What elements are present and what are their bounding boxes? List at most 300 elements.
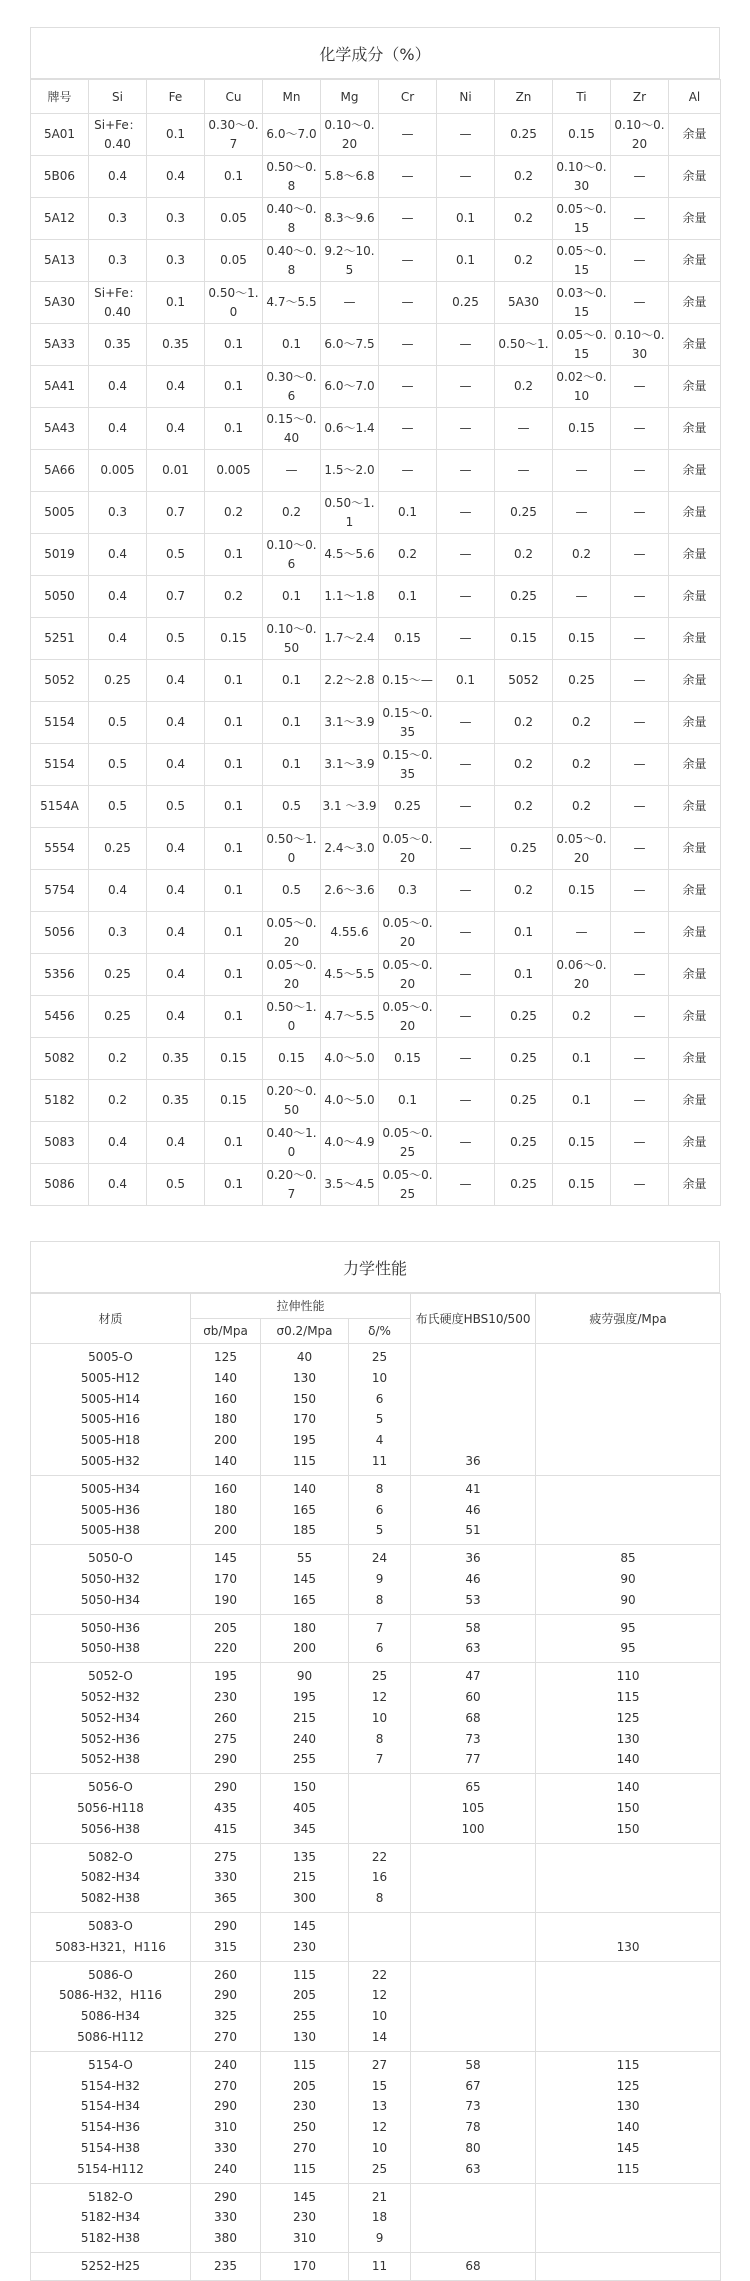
cell-line: 5082-H34 bbox=[80, 1870, 141, 1885]
cell-line: 41 bbox=[465, 1481, 481, 1496]
composition-cell: 0.10～0.30 bbox=[611, 324, 669, 366]
composition-cell: 0.15 bbox=[205, 1038, 263, 1080]
cell-line: 21 bbox=[371, 2189, 388, 2204]
cell-line: 290 bbox=[214, 1918, 237, 1933]
cell-line: 5154-H36 bbox=[80, 2120, 141, 2135]
composition-cell: 0.5 bbox=[89, 744, 147, 786]
cell-line: 290 bbox=[214, 1988, 237, 2003]
cell-line: 40 bbox=[296, 1350, 313, 1364]
composition-cell: — bbox=[611, 1164, 669, 1206]
composition-cell: 0.15～0.35 bbox=[379, 702, 437, 744]
cell-line bbox=[411, 1389, 535, 1410]
cell-line: 290 bbox=[214, 2189, 237, 2204]
cell-line: 205 bbox=[214, 1620, 237, 1635]
composition-cell: 0.20～0.7 bbox=[263, 1164, 321, 1206]
composition-cell: 0.35 bbox=[147, 1080, 205, 1122]
composition-cell: 0.1 bbox=[205, 996, 263, 1038]
table-row bbox=[31, 1122, 721, 1164]
cell-line bbox=[536, 2187, 720, 2208]
cell-line: 58 bbox=[465, 2057, 481, 2072]
cell-line: 5 bbox=[375, 1412, 384, 1427]
hardness-cell bbox=[411, 1961, 536, 2051]
composition-cell: 0.2 bbox=[495, 870, 553, 912]
grade-cell: 5154 bbox=[31, 702, 89, 744]
composition-cell: 4.7～5.5 bbox=[321, 996, 379, 1038]
composition-cell: 0.005 bbox=[205, 450, 263, 492]
composition-cell: 0.2 bbox=[553, 702, 611, 744]
composition-cell: — bbox=[611, 282, 669, 324]
composition-cell: 0.1 bbox=[205, 156, 263, 198]
cell-line: 315 bbox=[214, 1939, 237, 1954]
composition-cell: — bbox=[437, 996, 495, 1038]
cell-line: 140 bbox=[616, 2120, 640, 2135]
cell-line: 195 bbox=[293, 1433, 316, 1448]
sigma-02-cell bbox=[261, 1663, 349, 1774]
composition-cell: — bbox=[379, 240, 437, 282]
composition-cell: 0.05～0.20 bbox=[263, 954, 321, 996]
composition-cell: — bbox=[553, 576, 611, 618]
grade-cell: 5154A bbox=[31, 786, 89, 828]
composition-cell: 0.2 bbox=[379, 534, 437, 576]
chemical-header-cell: Mg bbox=[321, 80, 379, 114]
composition-cell: 0.15 bbox=[553, 870, 611, 912]
cell-line: 15 bbox=[371, 2078, 388, 2093]
elongation-cell bbox=[349, 1344, 411, 1476]
composition-cell: — bbox=[611, 954, 669, 996]
cell-line: 435 bbox=[214, 1800, 237, 1815]
fatigue-cell bbox=[536, 1663, 721, 1774]
cell-line: 135 bbox=[293, 1849, 316, 1864]
composition-cell: 5A30 bbox=[495, 282, 553, 324]
grade-cell: 5A30 bbox=[31, 282, 89, 324]
composition-cell: 余量 bbox=[669, 366, 721, 408]
grade-cell: 5182 bbox=[31, 1080, 89, 1122]
fatigue-cell bbox=[536, 1774, 721, 1843]
composition-cell: 4.0～5.0 bbox=[321, 1080, 379, 1122]
cell-line: 180 bbox=[214, 1502, 237, 1517]
composition-cell: 余量 bbox=[669, 618, 721, 660]
cell-line: 5182-H38 bbox=[80, 2231, 141, 2246]
cell-line: 270 bbox=[293, 2140, 316, 2155]
composition-cell: 0.3 bbox=[89, 492, 147, 534]
composition-cell: 2.6～3.6 bbox=[321, 870, 379, 912]
cell-line: 5086-H32，H116 bbox=[58, 1988, 163, 2003]
composition-cell: 0.1 bbox=[147, 282, 205, 324]
cell-line bbox=[411, 2228, 535, 2249]
header-sigma-02: σ0.2/Mpa bbox=[261, 1319, 349, 1344]
sigma-02-cell bbox=[261, 1774, 349, 1843]
cell-line bbox=[411, 2207, 535, 2228]
composition-cell: 0.15 bbox=[379, 618, 437, 660]
cell-line: 145 bbox=[616, 2140, 640, 2155]
cell-line: 140 bbox=[214, 1370, 237, 1385]
cell-line: 22 bbox=[371, 1967, 388, 1982]
cell-line: 90 bbox=[296, 1669, 313, 1684]
composition-cell: 0.2 bbox=[495, 240, 553, 282]
composition-cell: 0.25 bbox=[495, 1038, 553, 1080]
composition-cell: 3.1～3.9 bbox=[321, 744, 379, 786]
cell-line: 5005-H18 bbox=[80, 1433, 141, 1448]
composition-cell: — bbox=[611, 618, 669, 660]
cell-line: 5005-H12 bbox=[80, 1370, 141, 1385]
table-row bbox=[31, 1344, 721, 1476]
composition-cell: — bbox=[437, 870, 495, 912]
cell-line bbox=[536, 2228, 720, 2249]
composition-cell: 0.1 bbox=[437, 240, 495, 282]
cell-line: 185 bbox=[293, 1523, 316, 1538]
composition-cell: 0.25 bbox=[495, 996, 553, 1038]
cell-line: 115 bbox=[293, 1453, 316, 1468]
composition-cell: 0.1 bbox=[379, 492, 437, 534]
cell-line: 165 bbox=[293, 1592, 316, 1607]
cell-line bbox=[411, 1916, 535, 1937]
table-row bbox=[31, 366, 721, 408]
cell-line: 5005-H36 bbox=[80, 1502, 141, 1517]
material-cell bbox=[31, 1545, 191, 1614]
cell-line: 150 bbox=[616, 1800, 640, 1815]
cell-line: 145 bbox=[293, 2189, 316, 2204]
composition-cell: 0.5 bbox=[263, 786, 321, 828]
grade-cell: 5251 bbox=[31, 618, 89, 660]
composition-cell: 0.05～0.20 bbox=[379, 954, 437, 996]
cell-line: 380 bbox=[214, 2231, 237, 2246]
sigma-b-cell bbox=[191, 2051, 261, 2183]
composition-cell: 0.05～0.20 bbox=[553, 828, 611, 870]
composition-cell: 0.4 bbox=[147, 1122, 205, 1164]
table-row bbox=[31, 1961, 721, 2051]
table-row bbox=[31, 1912, 721, 1961]
composition-cell: 0.4 bbox=[89, 1164, 147, 1206]
composition-cell: 0.05～0.20 bbox=[379, 828, 437, 870]
cell-line: 14 bbox=[371, 2029, 388, 2044]
composition-cell: 0.35 bbox=[147, 324, 205, 366]
cell-line: 5005-O bbox=[88, 1350, 133, 1364]
composition-cell: 0.4 bbox=[89, 408, 147, 450]
composition-cell: 0.1 bbox=[263, 702, 321, 744]
fatigue-cell bbox=[536, 1475, 721, 1544]
hardness-cell bbox=[411, 2051, 536, 2183]
composition-cell: 余量 bbox=[669, 240, 721, 282]
composition-cell: 0.1 bbox=[205, 534, 263, 576]
composition-cell: — bbox=[611, 702, 669, 744]
cell-line: 270 bbox=[214, 2029, 237, 2044]
sigma-b-cell bbox=[191, 1545, 261, 1614]
elongation-cell bbox=[349, 1774, 411, 1843]
sigma-02-cell bbox=[261, 1344, 349, 1476]
composition-cell: 3.5～4.5 bbox=[321, 1164, 379, 1206]
cell-line bbox=[349, 1916, 410, 1937]
composition-cell: 0.05～0.25 bbox=[379, 1164, 437, 1206]
composition-cell: 0.35 bbox=[89, 324, 147, 366]
chemical-composition-table bbox=[30, 79, 721, 1206]
elongation-cell bbox=[349, 1663, 411, 1774]
composition-cell: 0.30～0.6 bbox=[263, 366, 321, 408]
grade-cell: 5082 bbox=[31, 1038, 89, 1080]
cell-line bbox=[411, 1847, 535, 1868]
table-row bbox=[31, 954, 721, 996]
table-row bbox=[31, 1774, 721, 1843]
header-tensile: 拉伸性能 bbox=[191, 1294, 411, 1319]
hardness-cell bbox=[411, 2252, 536, 2280]
chemical-header-cell: Ni bbox=[437, 80, 495, 114]
cell-line bbox=[349, 1798, 410, 1819]
composition-cell: 0.40～0.8 bbox=[263, 240, 321, 282]
cell-line: 53 bbox=[465, 1592, 481, 1607]
cell-line: 25 bbox=[371, 1669, 388, 1684]
composition-cell: 余量 bbox=[669, 156, 721, 198]
table-row bbox=[31, 450, 721, 492]
composition-cell: 0.2 bbox=[205, 492, 263, 534]
composition-cell: 余量 bbox=[669, 492, 721, 534]
chemical-header-cell: 牌号 bbox=[31, 80, 89, 114]
fatigue-cell bbox=[536, 1344, 721, 1476]
table-row bbox=[31, 1475, 721, 1544]
composition-cell: 0.5 bbox=[89, 702, 147, 744]
composition-cell: 0.2 bbox=[495, 744, 553, 786]
composition-cell: 0.05～0.20 bbox=[379, 912, 437, 954]
composition-cell: 余量 bbox=[669, 870, 721, 912]
composition-cell: — bbox=[379, 198, 437, 240]
cell-line: 160 bbox=[214, 1481, 237, 1496]
mechanical-properties-panel bbox=[30, 1241, 720, 2273]
cell-line: 10 bbox=[371, 1370, 388, 1385]
composition-cell: 余量 bbox=[669, 996, 721, 1038]
composition-cell: 余量 bbox=[669, 660, 721, 702]
composition-cell: 0.4 bbox=[89, 366, 147, 408]
cell-line: 60 bbox=[465, 1689, 481, 1704]
chemical-header-row bbox=[31, 80, 721, 114]
cell-line bbox=[536, 2256, 720, 2277]
composition-cell: — bbox=[379, 114, 437, 156]
composition-cell: 0.10～0.20 bbox=[321, 114, 379, 156]
cell-line: 220 bbox=[214, 1641, 237, 1656]
composition-cell: 0.25 bbox=[89, 996, 147, 1038]
cell-line: 5154-H112 bbox=[77, 2161, 144, 2176]
cell-line: 290 bbox=[214, 1780, 237, 1795]
cell-line: 25 bbox=[371, 1350, 388, 1364]
composition-cell: 0.1 bbox=[205, 366, 263, 408]
cell-line: 255 bbox=[293, 2009, 316, 2024]
composition-cell: 4.5～5.6 bbox=[321, 534, 379, 576]
composition-cell: 0.1 bbox=[205, 1122, 263, 1164]
hardness-cell bbox=[411, 1843, 536, 1912]
cell-line: 310 bbox=[214, 2120, 237, 2135]
sigma-b-cell bbox=[191, 1663, 261, 1774]
cell-line bbox=[411, 1937, 535, 1958]
cell-line: 310 bbox=[293, 2231, 316, 2246]
composition-cell: 余量 bbox=[669, 1122, 721, 1164]
material-cell bbox=[31, 2252, 191, 2280]
grade-cell: 5356 bbox=[31, 954, 89, 996]
cell-line: 235 bbox=[214, 2258, 237, 2273]
cell-line: 170 bbox=[293, 1412, 316, 1427]
material-cell bbox=[31, 1475, 191, 1544]
composition-cell: — bbox=[437, 1122, 495, 1164]
cell-line: 130 bbox=[293, 1370, 316, 1385]
composition-cell: — bbox=[379, 156, 437, 198]
composition-cell: — bbox=[437, 1038, 495, 1080]
composition-cell: 0.5 bbox=[147, 1164, 205, 1206]
cell-line: 240 bbox=[293, 1731, 316, 1746]
composition-cell: — bbox=[379, 450, 437, 492]
composition-cell: 0.25 bbox=[495, 1122, 553, 1164]
elongation-cell bbox=[349, 1545, 411, 1614]
composition-cell: — bbox=[437, 828, 495, 870]
cell-line: 5086-H112 bbox=[77, 2029, 144, 2044]
composition-cell: 1.1～1.8 bbox=[321, 576, 379, 618]
cell-line: 25 bbox=[371, 2161, 388, 2176]
cell-line: 110 bbox=[616, 1669, 640, 1684]
composition-cell: 4.0～5.0 bbox=[321, 1038, 379, 1080]
cell-line: 115 bbox=[293, 2057, 316, 2072]
composition-cell: 0.05 bbox=[205, 240, 263, 282]
table-row bbox=[31, 240, 721, 282]
cell-line: 140 bbox=[616, 1752, 640, 1767]
cell-line bbox=[536, 1867, 720, 1888]
cell-line bbox=[411, 1965, 535, 1986]
composition-cell: — bbox=[437, 114, 495, 156]
composition-cell: Si+Fe：0.40 bbox=[89, 114, 147, 156]
table-row bbox=[31, 828, 721, 870]
cell-line: 16 bbox=[371, 1870, 388, 1885]
cell-line: 68 bbox=[465, 2258, 481, 2273]
table-row bbox=[31, 492, 721, 534]
composition-cell: 0.30～0.7 bbox=[205, 114, 263, 156]
composition-cell: 0.1 bbox=[205, 870, 263, 912]
composition-cell: — bbox=[437, 702, 495, 744]
header-fatigue: 疲劳强度/Mpa bbox=[536, 1294, 721, 1344]
cell-line: 140 bbox=[293, 1481, 316, 1496]
cell-line: 205 bbox=[293, 1988, 316, 2003]
cell-line: 200 bbox=[214, 1523, 237, 1538]
cell-line: 73 bbox=[465, 2099, 481, 2114]
cell-line: 5052-H38 bbox=[80, 1752, 141, 1767]
composition-cell: 1.7～2.4 bbox=[321, 618, 379, 660]
cell-line: 5052-H32 bbox=[80, 1689, 141, 1704]
composition-cell: 0.50～1. bbox=[495, 324, 553, 366]
composition-cell: — bbox=[437, 366, 495, 408]
sigma-02-cell bbox=[261, 1614, 349, 1663]
composition-cell: — bbox=[611, 1038, 669, 1080]
fatigue-cell bbox=[536, 1545, 721, 1614]
composition-cell: 0.4 bbox=[147, 828, 205, 870]
cell-line bbox=[411, 1985, 535, 2006]
cell-line bbox=[411, 2027, 535, 2048]
cell-line: 47 bbox=[465, 1669, 481, 1684]
composition-cell: — bbox=[379, 408, 437, 450]
cell-line: 5005-H38 bbox=[80, 1523, 141, 1538]
sigma-02-cell bbox=[261, 2051, 349, 2183]
composition-cell: — bbox=[611, 366, 669, 408]
material-cell bbox=[31, 1774, 191, 1843]
fatigue-cell bbox=[536, 1961, 721, 2051]
composition-cell: 0.1 bbox=[205, 408, 263, 450]
cell-line: 51 bbox=[465, 1523, 481, 1538]
cell-line: 330 bbox=[214, 2210, 237, 2225]
hardness-cell bbox=[411, 1774, 536, 1843]
sigma-b-cell bbox=[191, 1961, 261, 2051]
composition-cell: 0.4 bbox=[147, 996, 205, 1038]
table-row bbox=[31, 198, 721, 240]
table-row bbox=[31, 1080, 721, 1122]
chemical-composition-title: 化学成分（%） bbox=[30, 27, 720, 79]
composition-cell: 0.2 bbox=[495, 534, 553, 576]
cell-line: 55 bbox=[296, 1551, 313, 1566]
composition-cell: 0.4 bbox=[89, 1122, 147, 1164]
cell-line: 5052-O bbox=[88, 1669, 133, 1684]
cell-line: 290 bbox=[214, 2099, 237, 2114]
elongation-cell bbox=[349, 2252, 411, 2280]
chemical-header-cell: Zr bbox=[611, 80, 669, 114]
composition-cell: — bbox=[611, 156, 669, 198]
cell-line: 8 bbox=[375, 1481, 384, 1496]
cell-line: 260 bbox=[214, 1710, 237, 1725]
hardness-cell bbox=[411, 1344, 536, 1476]
composition-cell: 0.35 bbox=[147, 1038, 205, 1080]
composition-cell: 0.25 bbox=[495, 1080, 553, 1122]
cell-line: 140 bbox=[214, 1453, 237, 1468]
composition-cell: 0.10～0.30 bbox=[553, 156, 611, 198]
table-row bbox=[31, 2252, 721, 2280]
composition-cell: 0.4 bbox=[89, 576, 147, 618]
grade-cell: 5056 bbox=[31, 912, 89, 954]
cell-line: 63 bbox=[465, 1641, 481, 1656]
cell-line: 5182-H34 bbox=[80, 2210, 141, 2225]
composition-cell: 2.2～2.8 bbox=[321, 660, 379, 702]
composition-cell: 0.1 bbox=[263, 576, 321, 618]
cell-line: 65 bbox=[465, 1780, 481, 1795]
composition-cell: 0.005 bbox=[89, 450, 147, 492]
composition-cell: 0.7 bbox=[147, 492, 205, 534]
cell-line: 5086-O bbox=[88, 1967, 133, 1982]
material-cell bbox=[31, 1344, 191, 1476]
composition-cell: 0.1 bbox=[263, 744, 321, 786]
composition-cell: — bbox=[611, 450, 669, 492]
cell-line: 8 bbox=[375, 1891, 384, 1906]
composition-cell: 0.05～0.20 bbox=[379, 996, 437, 1038]
cell-line: 230 bbox=[293, 1939, 316, 1954]
composition-cell: 0.06～0.20 bbox=[553, 954, 611, 996]
composition-cell: 0.2 bbox=[495, 156, 553, 198]
composition-cell: 0.4 bbox=[147, 954, 205, 996]
cell-line: 325 bbox=[214, 2009, 237, 2024]
composition-cell: — bbox=[437, 156, 495, 198]
grade-cell: 5A12 bbox=[31, 198, 89, 240]
table-row bbox=[31, 744, 721, 786]
cell-line bbox=[536, 1368, 720, 1389]
cell-line: 90 bbox=[620, 1592, 636, 1607]
cell-line bbox=[536, 1965, 720, 1986]
composition-cell: — bbox=[611, 828, 669, 870]
cell-line: 5005-H32 bbox=[80, 1453, 141, 1468]
composition-cell: — bbox=[437, 576, 495, 618]
composition-cell: 0.10～0.20 bbox=[611, 114, 669, 156]
composition-cell: 0.15 bbox=[205, 1080, 263, 1122]
composition-cell: 0.3 bbox=[89, 240, 147, 282]
composition-cell: 5052 bbox=[495, 660, 553, 702]
cell-line: 10 bbox=[371, 2140, 388, 2155]
table-row bbox=[31, 660, 721, 702]
composition-cell: 0.4 bbox=[89, 156, 147, 198]
composition-cell: 余量 bbox=[669, 744, 721, 786]
cell-line: 95 bbox=[620, 1620, 636, 1635]
cell-line: 5005-H16 bbox=[80, 1412, 141, 1427]
composition-cell: 6.0～7.0 bbox=[263, 114, 321, 156]
cell-line: 130 bbox=[616, 1939, 640, 1954]
cell-line: 215 bbox=[293, 1870, 316, 1885]
composition-cell: — bbox=[437, 408, 495, 450]
composition-cell: 0.5 bbox=[147, 534, 205, 576]
